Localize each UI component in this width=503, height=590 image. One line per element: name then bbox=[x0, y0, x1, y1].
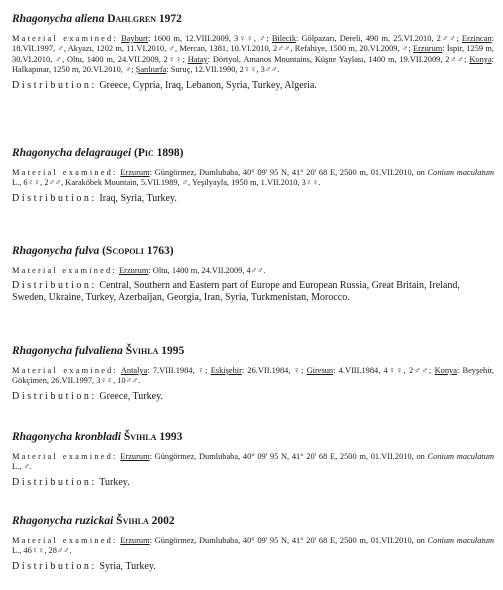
species-entry bbox=[12, 244, 494, 304]
distribution bbox=[12, 80, 494, 92]
record-text: : Güngörmez, Dumlubaba, 40° 09' 95 N, 41° 20' 68 E, 2500 m, 01.VII.2010, on bbox=[149, 536, 428, 545]
record-text: : Gölpazarı, Dereli, 490 m, 25.VI.2010, 2♂♂; bbox=[296, 34, 462, 43]
locality-name: Bilecik bbox=[271, 34, 297, 43]
species-title bbox=[12, 12, 494, 26]
species-name: Rhagonycha kronbladi bbox=[12, 431, 121, 443]
species-author: Švihla 1995 bbox=[125, 345, 185, 357]
material-label: Material examined: bbox=[12, 366, 119, 375]
distribution-text: Greece, Turkey. bbox=[99, 390, 163, 402]
record-text: : İspir, 1259 m, 30.VI.2010, ♂, Oltu, 1400 m, 24.VII.2009, 2♀♀; bbox=[12, 44, 494, 64]
species-author: (Scopoli 1763) bbox=[102, 245, 174, 257]
material-label: Material examined: bbox=[12, 452, 118, 461]
material-examined bbox=[12, 452, 494, 473]
species-title bbox=[12, 514, 494, 528]
host-plant-name: Conium maculatum bbox=[427, 536, 495, 545]
locality-name: Giresun bbox=[306, 366, 334, 375]
distribution bbox=[12, 193, 494, 205]
material-text bbox=[119, 266, 265, 275]
locality-name: Hatay bbox=[187, 54, 208, 64]
species-author: Švihla 2002 bbox=[116, 515, 175, 527]
distribution bbox=[12, 391, 494, 403]
record-text: : 18.VII.1997, ♂, Akyazı, 1202 m, 11.VI.2010, ♂, Mercan, 1381, 10.VI.2010, 2♂♂, Refahiye, 1500 m, 20.VI.2009, ♂; bbox=[12, 34, 494, 54]
species-name: Rhagonycha fulva bbox=[12, 245, 100, 257]
species-name: Rhagonycha delagraugei bbox=[12, 147, 132, 159]
material-label: Material examined: bbox=[12, 34, 118, 43]
material-examined bbox=[12, 366, 494, 387]
material-examined bbox=[12, 34, 494, 76]
record-text: L., ♂. bbox=[12, 462, 32, 472]
distribution bbox=[12, 477, 494, 489]
species-author: Dahlgren 1972 bbox=[107, 13, 182, 25]
record-text: : Beyşehir, Gökçimen, 26.VII.1997, 3♀♀, 10♂♂. bbox=[12, 366, 495, 386]
species-entry bbox=[12, 430, 494, 489]
record-text: : Halkapınar, 1250 m, 20.VI.2010, ♂; bbox=[12, 54, 494, 75]
locality-name: Erzurum bbox=[120, 168, 150, 177]
locality-name: Erzincan bbox=[461, 34, 492, 43]
locality-name: Erzurum bbox=[413, 44, 443, 54]
record-text: : 1600 m, 12.VIII.2009, 3♀♀, ♂; bbox=[148, 34, 272, 43]
distribution-label: Distribution: bbox=[12, 476, 97, 488]
distribution-text: Greece, Cypria, Iraq, Lebanon, Syria, Turkey, Algeria. bbox=[99, 79, 317, 91]
record-text: : Oltu, 1400 m, 24.VII.2009, 4♂♂. bbox=[148, 266, 266, 275]
distribution-label: Distribution: bbox=[12, 192, 97, 204]
material-label: Material examined: bbox=[12, 168, 118, 177]
locality-name: Erzurum bbox=[120, 452, 150, 461]
record-text: : Suruç, 12.VII.1990, 2♀♀, 3♂♂. bbox=[166, 65, 280, 75]
distribution-label: Distribution: bbox=[12, 560, 97, 572]
material-examined bbox=[12, 536, 494, 557]
locality-name: Erzurum bbox=[119, 266, 149, 275]
record-text: L., 46♀♀, 28♂♂. bbox=[12, 546, 72, 556]
distribution-text: Turkey. bbox=[99, 476, 130, 488]
species-title bbox=[12, 244, 494, 258]
host-plant-name: Conium maculatum bbox=[427, 168, 495, 177]
species-title bbox=[12, 146, 494, 160]
material-label: Material examined: bbox=[12, 266, 117, 275]
distribution-label: Distribution: bbox=[12, 280, 97, 292]
species-entry bbox=[12, 146, 494, 205]
distribution-text: Central, Southern and Eastern part of Europe and European Russia, Great Britain, Ireland, Sweden, Ukraine, Turkey, Azerbaijan, Georgia, Iran, Syria, Turkmenistan, Morocco. bbox=[12, 280, 460, 304]
material-examined bbox=[12, 168, 494, 189]
record-text: : Güngörmez, Dumlubaba, 40° 09' 95 N, 41° 20' 68 E, 2500 m, 01.VII.2010, on bbox=[149, 168, 428, 177]
record-text: : 26.VII.1984, ♀; bbox=[241, 366, 307, 375]
locality-name: Konya bbox=[469, 54, 492, 64]
host-plant-name: Conium maculatum bbox=[427, 452, 495, 461]
species-entry bbox=[12, 514, 494, 573]
record-text: : 7.VIII.1984, ♀; bbox=[147, 366, 211, 375]
species-name: Rhagonycha fulvaliena bbox=[12, 345, 123, 357]
material-label: Material examined: bbox=[12, 536, 118, 545]
species-name: Rhagonycha ruzickai bbox=[12, 515, 114, 527]
locality-name: Erzurum bbox=[120, 536, 150, 545]
species-title bbox=[12, 430, 494, 444]
distribution-text: Syria, Turkey. bbox=[99, 560, 156, 572]
distribution-label: Distribution: bbox=[12, 79, 97, 91]
locality-name: Konya bbox=[434, 366, 457, 375]
species-name: Rhagonycha aliena bbox=[12, 13, 105, 25]
distribution bbox=[12, 561, 494, 573]
locality-name: Eskişehir bbox=[210, 366, 242, 375]
distribution-text: Iraq, Syria, Turkey. bbox=[99, 192, 177, 204]
locality-name: Antalya bbox=[120, 366, 148, 375]
species-title bbox=[12, 344, 494, 358]
material-examined bbox=[12, 266, 494, 276]
locality-name: Bayburt bbox=[121, 34, 149, 43]
record-text: : 4.VIII.1984, 4♀♀, 2♂♂; bbox=[333, 366, 435, 375]
record-text: : Dörtyol, Amanos Mountains, Küşne Yaylası, 1400 m, 19.VII.2009, 2♂♂; bbox=[207, 54, 470, 64]
species-entry bbox=[12, 344, 494, 403]
distribution-label: Distribution: bbox=[12, 390, 97, 402]
record-text: L., 6♀♀, 2♂♂, Karaköbek Mountain, 5.VII.1989, ♂, Yeşilyayla, 1950 m, 1.VII.2010, 3♀♀. bbox=[12, 178, 321, 188]
species-entry bbox=[12, 12, 494, 92]
species-author: Švihla 1993 bbox=[123, 431, 183, 443]
species-author: (Pic 1898) bbox=[134, 147, 184, 159]
distribution bbox=[12, 280, 494, 304]
locality-name: Şanlıurfa bbox=[135, 65, 167, 75]
record-text: : Güngörmez, Dumlubaba, 40° 09' 95 N, 41° 20' 68 E, 2500 m, 01.VII.2010, on bbox=[149, 452, 428, 461]
